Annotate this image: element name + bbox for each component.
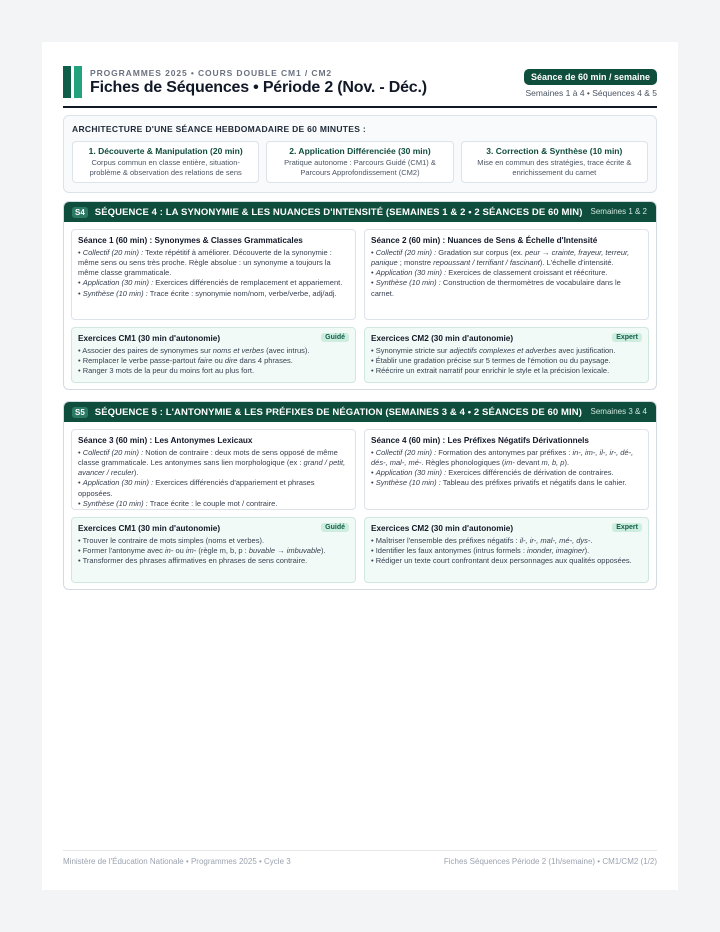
document-page — [42, 42, 678, 890]
level-tag: Expert — [612, 333, 642, 342]
list-item: • Synthèse (10 min) : Tableau des préfixes privatifs et négatifs dans le cahier. — [371, 478, 627, 488]
list-item: • Maîtriser l'ensemble des préfixes négatifs : il-, ir-, mal-, mé-, dys-. — [371, 536, 593, 545]
header-subtitle: Semaines 1 à 4 • Séquences 4 & 5 — [525, 88, 657, 98]
phase-desc: Pratique autonome : Parcours Guidé (CM1) & Parcours Approfondissement (CM2) — [284, 158, 436, 178]
list-item: • Collectif (20 min) : Formation des antonymes par préfixes : in-, im-, il-, ir-, dé-, dés-, mal-, mé-. Règles phonologiques (im- devant m, b, p). — [371, 448, 634, 468]
exercise-title: Exercices CM2 (30 min d'autonomie) — [371, 524, 514, 533]
header-rule — [63, 106, 657, 108]
list-item: • Application (30 min) : Exercices différenciés d'appariement et phrases opposées. — [78, 478, 315, 498]
phase-title: 3. Correction & Synthèse (10 min) — [486, 146, 623, 156]
list-item: • Synonymie stricte sur adjectifs complexes et adverbes avec justification. — [371, 346, 616, 355]
list-item: • Application (30 min) : Exercices de classement croissant et réécriture. — [371, 268, 608, 278]
sequence-header — [64, 402, 656, 422]
list-item: • Application (30 min) : Exercices différenciés de dérivation de contraires. — [371, 468, 614, 478]
page-header — [63, 66, 657, 106]
list-item: • Associer des paires de synonymes sur noms et verbes (avec intrus). — [78, 346, 310, 355]
header-kicker: PROGRAMMES 2025 • COURS DOUBLE CM1 / CM2 — [90, 68, 333, 78]
phase-desc: Corpus commun en classe entière, situation-problème & observation des relations de sens — [89, 158, 242, 178]
level-tag: Guidé — [321, 333, 349, 342]
architecture-box — [63, 115, 657, 193]
level-tag: Guidé — [321, 523, 349, 532]
list-item: • Collectif (20 min) : Notion de contraire : deux mots de sens opposé de même classe grammaticale. Les antonymes sans lien morphologique (ex : grand / petit, avancer / reculer). — [78, 448, 346, 478]
session-card — [364, 229, 649, 320]
exercise-card-cm2 — [364, 517, 649, 583]
phase-title: 1. Découverte & Manipulation (20 min) — [88, 146, 243, 156]
session-duration-badge: Séance de 60 min / semaine — [524, 69, 657, 85]
list-item: • Transformer des phrases affirmatives en phrases de sens contraire. — [78, 556, 308, 566]
session-title: Séance 3 (60 min) : Les Antonymes Lexicaux — [78, 436, 253, 445]
sequence-header — [64, 202, 656, 222]
page-title: Fiches de Séquences • Période 2 (Nov. - Déc.) — [90, 79, 427, 96]
list-item: • Rédiger un texte court confrontant deux personnages aux qualités opposées. — [371, 556, 632, 566]
sequence-5-panel — [63, 401, 657, 590]
sequence-title: SÉQUENCE 4 : LA SYNONYMIE & LES NUANCES D'INTENSITÉ (SEMAINES 1 & 2 • 2 SÉANCES DE 60 MIN) — [94, 206, 583, 218]
exercise-title: Exercices CM2 (30 min d'autonomie) — [371, 334, 514, 343]
exercise-title: Exercices CM1 (30 min d'autonomie) — [78, 334, 221, 343]
session-title: Séance 4 (60 min) : Les Préfixes Négatifs Dérivationnels — [371, 436, 589, 445]
list-item: • Trouver le contraire de mots simples (noms et verbes). — [78, 536, 265, 545]
list-item: • Synthèse (10 min) : Trace écrite : le couple mot / contraire. — [78, 498, 278, 508]
session-title: Séance 1 (60 min) : Synonymes & Classes Grammaticales — [78, 236, 303, 245]
list-item: • Remplacer le verbe passe-partout faire ou dire dans 4 phrases. — [78, 356, 293, 366]
sequence-weeks: Semaines 1 & 2 — [590, 207, 647, 216]
sequence-badge: S5 — [72, 407, 88, 418]
footer-left: Ministère de l'Éducation Nationale • Programmes 2025 • Cycle 3 — [63, 857, 291, 866]
phase-title: 2. Application Différenciée (30 min) — [289, 146, 431, 156]
phase-desc: Mise en commun des stratégies, trace écrite & enrichissement du carnet — [477, 158, 632, 178]
list-item: • Établir une gradation précise sur 5 termes de l'émotion ou du paysage. — [371, 356, 611, 366]
list-item: • Collectif (20 min) : Gradation sur corpus (ex. peur → crainte, frayeur, terreur, panique ; monstre repoussant / terrifiant / fascinant). L'échelle d'intensité. — [371, 248, 630, 268]
exercise-card-cm1 — [71, 517, 356, 583]
list-item: • Former l'antonyme avec in- ou im- (règle m, b, p : buvable → imbuvable). — [78, 546, 326, 556]
page-footer — [63, 850, 657, 866]
sequence-4-panel — [63, 201, 657, 390]
session-card — [364, 429, 649, 510]
exercise-card-cm2 — [364, 327, 649, 383]
session-card — [71, 229, 356, 320]
phase-card — [72, 141, 259, 183]
exercise-title: Exercices CM1 (30 min d'autonomie) — [78, 524, 221, 533]
list-item: • Collectif (20 min) : Texte répétitif à améliorer. Découverte de la synonymie : même sens ou sens très proche. Règle absolue : un synonyme a toujours la même classe grammaticale. — [78, 248, 332, 278]
list-item: • Ranger 3 mots de la peur du moins fort au plus fort. — [78, 366, 255, 376]
session-title: Séance 2 (60 min) : Nuances de Sens & Échelle d'Intensité — [371, 236, 598, 245]
architecture-title: ARCHITECTURE D'UNE SÉANCE HEBDOMADAIRE DE 60 MINUTES : — [72, 124, 367, 134]
footer-right: Fiches Séquences Période 2 (1h/semaine) • CM1/CM2 (1/2) — [443, 857, 657, 866]
phase-card — [461, 141, 648, 183]
list-item: • Synthèse (10 min) : Construction de thermomètres de vocabulaire dans le carnet. — [371, 278, 621, 298]
brand-bars — [63, 66, 82, 98]
list-item: • Synthèse (10 min) : Trace écrite : synonymie nom/nom, verbe/verbe, adj/adj. — [78, 288, 337, 298]
list-item: • Réécrire un extrait narratif pour enrichir le style et la précision lexicale. — [371, 366, 610, 376]
list-item: • Identifier les faux antonymes (intrus formels : inonder, imaginer). — [371, 546, 590, 556]
sequence-title: SÉQUENCE 5 : L'ANTONYMIE & LES PRÉFIXES DE NÉGATION (SEMAINES 3 & 4 • 2 SÉANCES DE 60 MIN) — [94, 406, 583, 418]
list-item: • Application (30 min) : Exercices différenciés de remplacement et appariement. — [78, 278, 343, 288]
session-card — [71, 429, 356, 510]
level-tag: Expert — [612, 523, 642, 532]
exercise-card-cm1 — [71, 327, 356, 383]
sequence-weeks: Semaines 3 & 4 — [590, 407, 647, 416]
phase-card — [266, 141, 453, 183]
sequence-badge: S4 — [72, 207, 88, 218]
